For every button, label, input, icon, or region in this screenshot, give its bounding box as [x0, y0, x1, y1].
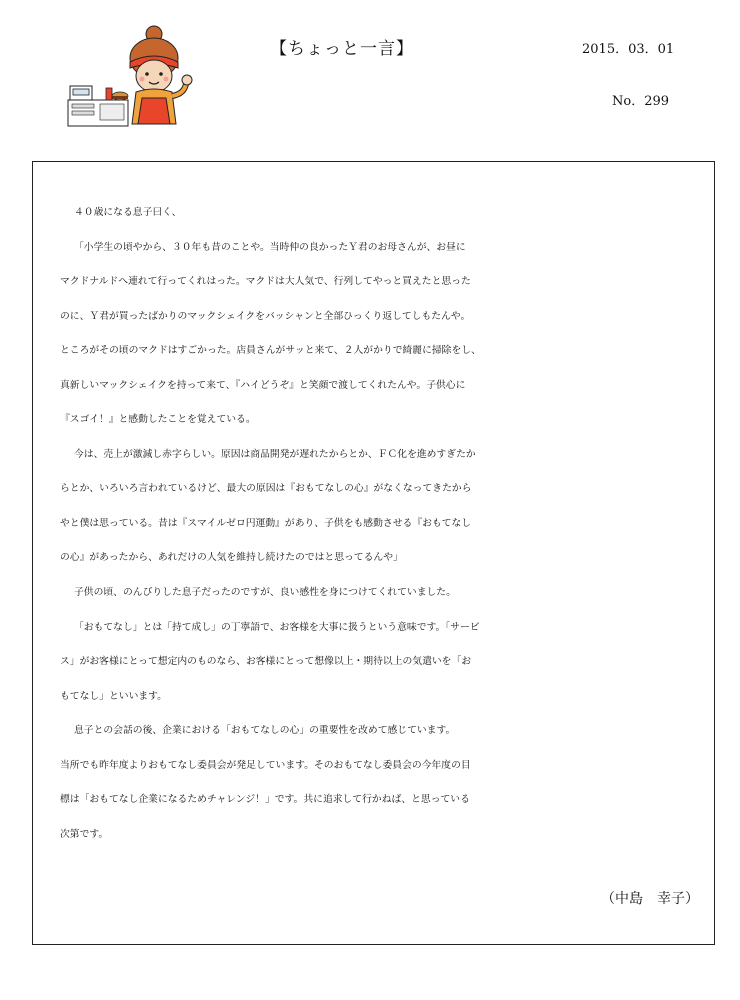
- issue-date: 2015．03．01: [582, 42, 675, 57]
- body-line: もてなし」といいます。: [60, 690, 167, 702]
- body-line: 息子との会話の後、企業における「おもてなしの心」の重要性を改めて感じています。: [74, 725, 456, 737]
- body-line: 標は「おもてなし企業になるためチャレンジ！」です。共に追求して行かねば、と思っている: [60, 794, 470, 806]
- body-line: 次第です。: [60, 828, 109, 840]
- body-line: 真新しいマックシェイクを持って来て、『ハイどうぞ』と笑顔で渡してくれたんや。子供心に: [60, 379, 466, 391]
- body-line: ４０歳になる息子曰く、: [74, 207, 182, 218]
- body-line: 子供の頃、のんびりした息子だったのですが、良い感性を身につけてくれていました。: [74, 587, 456, 599]
- body-line: ところがその頃のマクドはすごかった。店員さんがサッと来て、２人がかりで綺麗に掃除をし、: [60, 345, 481, 357]
- body-line: 『スゴイ！』と感動したことを覚えている。: [60, 414, 256, 426]
- body-line: 「おもてなし」とは「持て成し」の丁寧語で、お客様を大事に扱うという意味です。「サービ: [74, 621, 480, 633]
- shop-clerk-at-register-icon: [66, 24, 198, 128]
- body-line: やと僕は思っている。昔は『スマイルゼロ円運動』があり、子供をも感動させる『おもてなし: [60, 517, 472, 529]
- article-body: [60, 196, 700, 852]
- issue-number: No．299: [612, 94, 670, 109]
- body-line: 当所でも昨年度よりおもてなし委員会が発足しています。そのおもてなし委員会の今年度の目: [60, 759, 471, 771]
- body-line: のに、Ｙ君が買ったばかりのマックシェイクをバッシャンと全部ひっくり返してしもたんや。: [60, 310, 471, 322]
- body-line: らとか、いろいろ言われているけど、最大の原因は『おもてなしの心』がなくなってきたから: [60, 483, 472, 495]
- body-line: 「小学生の頃やから、３０年も昔のことや。当時仲の良かったＹ君のお母さんが、お昼に: [74, 241, 466, 253]
- page-title: 【ちょっと一言】: [270, 39, 414, 59]
- author-signature: （中島 幸子）: [601, 891, 699, 907]
- body-line: マクドナルドへ連れて行ってくれはった。マクドは大人気で、行列してやっと買えたと思った: [60, 276, 471, 288]
- body-line: ス」がお客様にとって想定内のものなら、お客様にとって想像以上・期待以上の気遣いを「お: [60, 656, 472, 668]
- body-line: の心』があったから、あれだけの人気を維持し続けたのではと思ってるんや」: [60, 552, 403, 564]
- body-line: 今は、売上が激減し赤字らしい。原因は商品開発が遅れたからとか、ＦＣ化を進めすぎたか: [74, 448, 476, 460]
